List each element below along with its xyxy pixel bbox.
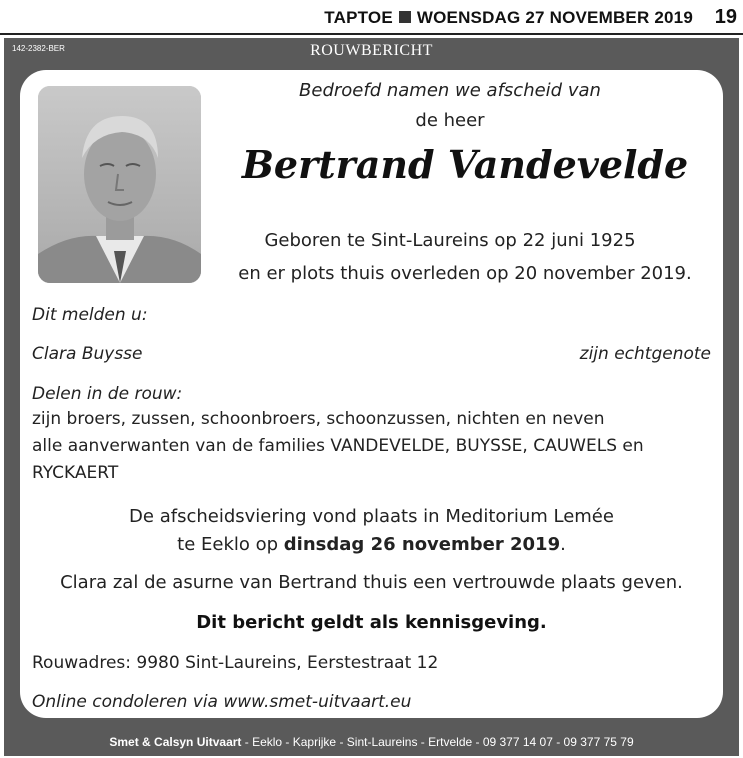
death-line: en er plots thuis overleden op 20 november 2019. [238, 263, 692, 284]
mourning-label: Delen in de rouw: [32, 384, 183, 404]
funeral-home-details: - Eeklo - Kaprijke - Sint-Laureins - Ertvelde - 09 377 14 07 - 09 377 75 79 [241, 735, 634, 749]
publication-name: TAPTOE [324, 8, 393, 27]
mourning-address: Rouwadres: 9980 Sint-Laureins, Eerstestraat 12 [32, 653, 439, 673]
newspaper-header [0, 0, 743, 35]
intro-line-1: Bedroefd namen we afscheid van [299, 80, 601, 101]
funeral-home-footer [4, 735, 739, 749]
portrait-photo [38, 86, 201, 283]
service-line-1: De afscheidsviering vond plaats in Meditorium Lemée [129, 506, 614, 527]
deceased-name: Bertrand Vandevelde [241, 142, 689, 187]
obituary-ad [4, 38, 739, 756]
announcer-role: zijn echtgenote [579, 344, 711, 364]
page-number: 19 [714, 6, 737, 28]
notice-line: Dit bericht geldt als kennisgeving. [196, 612, 547, 633]
service-place: te Eeklo op [177, 534, 279, 555]
publication-date: WOENSDAG 27 NOVEMBER 2019 [416, 8, 693, 27]
service-date: dinsdag 26 november 2019 [283, 534, 561, 555]
separator-square-icon [399, 11, 411, 23]
intro-line-2: de heer [415, 110, 485, 131]
header-line [324, 8, 693, 28]
service-period: . [560, 534, 566, 555]
ad-code: 142-2382-BER [12, 44, 65, 53]
obituary-card [20, 70, 723, 718]
mourning-line: zijn broers, zussen, schoonbroers, schoonzussen, nichten en neven [32, 409, 605, 429]
birth-line: Geboren te Sint-Laureins op 22 juni 1925 [264, 230, 636, 251]
service-line-2 [20, 534, 723, 555]
portrait-photo-icon [38, 86, 201, 283]
online-condolence: Online condoleren via www.smet-uitvaart.eu [32, 692, 412, 712]
ad-label: ROUWBERICHT [310, 42, 433, 59]
urn-line: Clara zal de asurne van Bertrand thuis een vertrouwde plaats geven. [60, 572, 683, 593]
funeral-home-name: Smet & Calsyn Uitvaart [109, 735, 242, 749]
announce-label: Dit melden u: [32, 305, 148, 325]
mourning-line: RYCKAERT [32, 463, 119, 483]
mourning-line: alle aanverwanten van de families VANDEVELDE, BUYSSE, CAUWELS en [32, 436, 644, 456]
announcer-name: Clara Buysse [32, 344, 143, 364]
